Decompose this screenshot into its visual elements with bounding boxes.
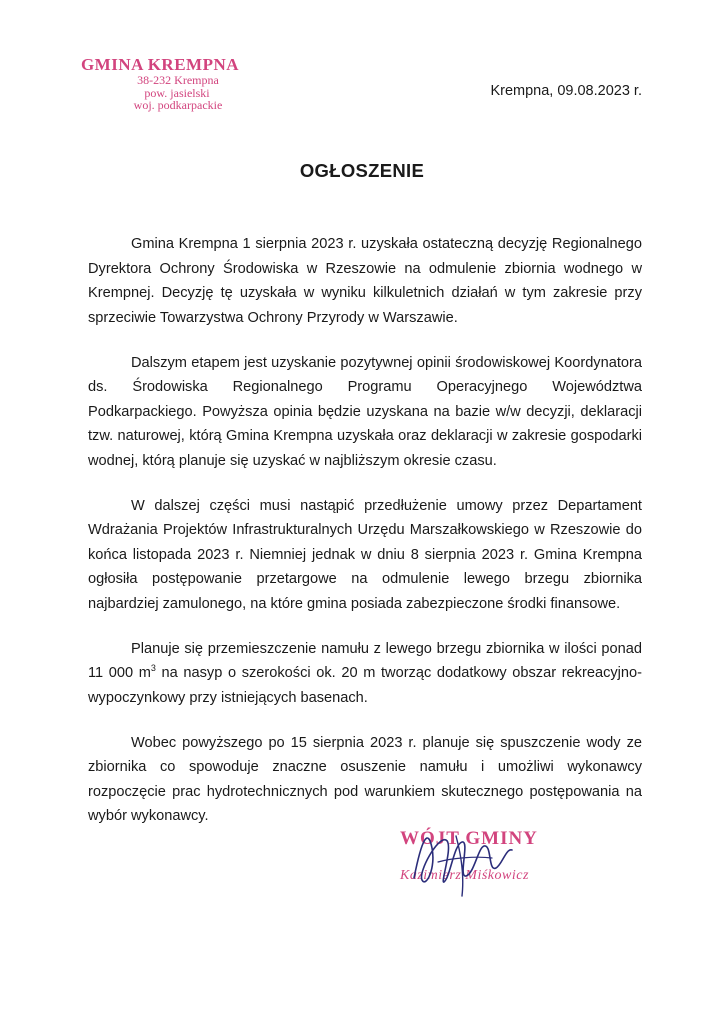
stamp-county: pow. jasielski [144, 85, 210, 100]
stamp-postal-address: 38-232 Krempna [137, 73, 219, 87]
handwritten-signature [392, 818, 562, 908]
paragraph-water-drainage: Wobec powyższego po 15 sierpnia 2023 r. planuje się spuszczenie wody ze zbiornika co spowoduje znaczne osuszenie namułu i umożliwi wykonawcy rozpoczęcie prac hydrotechnicznych pod warunkiem skutecznego postępowania na wybór wykonawcy. [88, 734, 642, 824]
announcement-body [88, 232, 642, 849]
paragraph-environmental-opinion: Dalszym etapem jest uzyskanie pozytywnej opinii środowiskowej Koordynatora ds. Środowiska Regionalnego Programu Operacyjnego Województwa Podkarpackiego. Powyższa opinia będzie uzyskana na bazie w/w decyzji, deklaracji tzw. naturowej, którą Gmina Krempna uzyskała oraz deklaracji w zakresie gospodarki wodnej, którą planuje się uzyskać w najbliższym okresie czasu. [88, 354, 642, 469]
stamp-municipality-name: GMINA KREMPNA [80, 55, 240, 74]
paragraph-contract-extension: W dalszej części musi nastąpić przedłużenie umowy przez Departament Wdrażania Projektów Infrastrukturalnych Urzędu Marszałkowskiego w Rzeszowie do końca listopada 2023 r. Niemniej jednak w dniu 8 sierpnia 2023 r. Gmina Krempna ogłosiła postępowanie przetargowe na odmulenie lewego brzegu zbiornika najbardziej zamulonego, na które gmina posiada zabezpieczone środki finansowe. [88, 497, 642, 612]
document-date: Krempna, 09.08.2023 r. [490, 83, 642, 99]
signature-block [392, 818, 562, 908]
cubic-superscript: 3 [150, 663, 156, 673]
stamp-voivodeship: woj. podkarpackie [133, 98, 223, 112]
signature-stamp-name: Kazimierz Miśkowicz [400, 868, 529, 883]
signature-stamp-title: WÓJT GMINY [400, 828, 538, 849]
municipality-stamp [60, 56, 260, 112]
paragraph-silt-relocation [88, 637, 642, 711]
paragraph-decision: Gmina Krempna 1 sierpnia 2023 r. uzyskała ostateczną decyzję Regionalnego Dyrektora Ochrony Środowiska w Rzeszowie na odmulenie zbiornia wodnego w Krempnej. Decyzję tę uzyskała w wyniku kilkuletnich działań w tym zakresie przy sprzeciwie Towarzystwa Ochrony Przyrody w Warszawie. [88, 236, 642, 326]
paragraph-silt-relocation-part1: Planuje się przemieszczenie namułu z lewego brzegu zbiornika w ilości ponad 11 000 m [88, 640, 642, 681]
document-title: OGŁOSZENIE [299, 160, 425, 181]
paragraph-silt-relocation-part2: na nasyp o szerokości ok. 20 m tworząc dodatkowy obszar rekreacyjno-wypoczynkowy przy istniejących basenach. [88, 665, 642, 706]
